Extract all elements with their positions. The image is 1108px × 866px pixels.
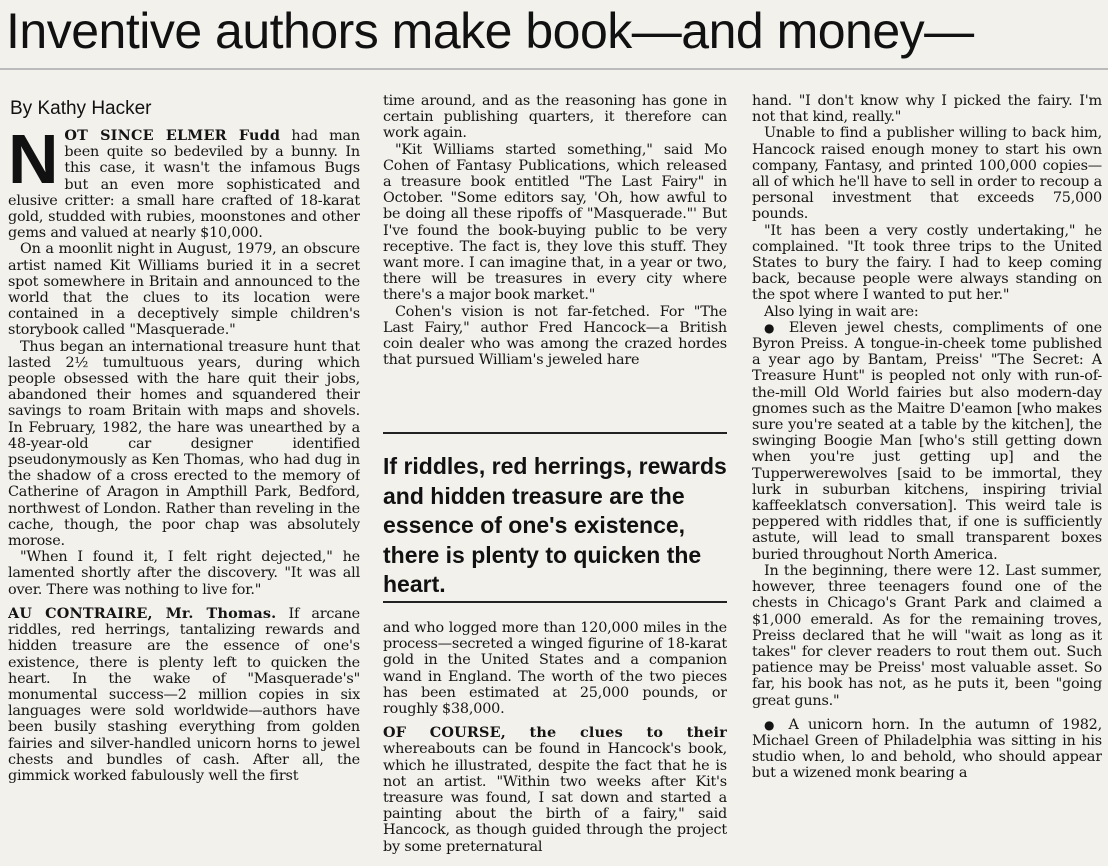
article-column-1 (8, 128, 360, 866)
paragraph-text: Eleven jewel chests, compliments of one Byron Preiss. A tongue-in-cheek tome published a year ago by Bantam, Preiss' "The Secret: A Treasure Hunt" is peopled not only with run-of-the-mill Old World fairies but also modern-day gnomes such as the Maitre D'eamon [who makes sure you're seated at a table by the kitchen], the swinging Boogie Man [who's still getting down when you're just getting up] and the Tupperwerewolves [said to be immortal, they lurk in suburban kitchens, inspiring trivial kaffeeklatsch conversation]. This weird tale is peppered with riddles that, if one is sufficiently astute, will lead to small transparent boxes buried throughout North America. (752, 319, 1102, 563)
pull-quote: If riddles, red herrings, rewards and hidden treasure are the essence of one's existence, there is plenty to quicken the heart. (383, 453, 727, 597)
paragraph-text: A unicorn horn. In the autumn of 1982, Michael Green of Philadelphia was sitting in his studio when, lo and behold, who should appear but a wizened monk bearing a (752, 716, 1102, 782)
bullet-icon: ● (764, 320, 780, 335)
paragraph: time around, and as the reasoning has gone in certain publishing quarters, it therefore can work again. (383, 93, 727, 142)
lead-text: had man been quite so bedeviled by a bunny. In this case, it wasn't the infamous Bugs but an even more sophisticated and elusive critter: a small hare crafted of 18-karat gold, studded with rubies, moonstones and other gems and valued at nearly $10,000. (8, 128, 360, 242)
byline: By Kathy Hacker (10, 98, 152, 119)
paragraph: Thus began an international treasure hunt that lasted 2½ tumultuous years, during which people obsessed with the hare quit their jobs, abandoned their homes and squandered their savings to roam Britain with maps and shovels. In February, 1982, the hare was unearthed by a 48-year-old car designer identified pseudonymously as Ken Thomas, who had dug in the shadow of a cross erected to the memory of Catherine of Aragon in Ampthill Park, Bedford, northwest of London. Rather than reveling in the cache, though, the poor chap was absolutely morose. (8, 338, 360, 550)
paragraph: Cohen's vision is not far-fetched. For "The Last Fairy," author Fred Hancock—a British coin dealer who was among the crazed hordes that pursued William's jeweled hare (383, 303, 727, 369)
paragraph: "When I found it, I felt right dejected," he lamented shortly after the discovery. "It was all over. There was nothing to live for." (8, 549, 360, 598)
lead-paragraph (8, 128, 360, 241)
drop-cap: N (8, 128, 59, 198)
headline-rule (0, 68, 1108, 70)
paragraph: "Kit Williams started something," said Mo Cohen of Fantasy Publications, which released a treasure book entitled "The Last Fairy" in October. "Some editors say, 'Oh, how awful to be doing all these ripoffs of "Masquerade."' But I've found the book-buying public to be very receptive. The fact is, they love this stuff. They want more. I can imagine that, in a year or two, there will be treasures in every city where there's a major book market." (383, 141, 727, 304)
paragraph: and who logged more than 120,000 miles in the process—secreted a winged figurine of 18-karat gold in the United States and a companion wand in England. The worth of the two pieces has been estimated at 25,000 pounds, or roughly $38,000. (383, 620, 727, 718)
bullet-icon: ● (764, 717, 780, 732)
subhead-paragraph (8, 606, 360, 784)
subhead-caps: OF COURSE, the clues to their (383, 724, 727, 742)
article-column-2-bottom (383, 620, 727, 866)
paragraph-text: If arcane riddles, red herrings, tantalizing rewards and hidden treasure are the essence of one's existence, there is plenty left to quicken the heart. In the wake of "Masquerade's" monumental success—2 million copies in six languages were sold worldwide—authors have been busily stashing everything from golden fairies and silver-handled unicorn horns to jewel chests and bundles of cash. After all, the gimmick worked fabulously well the first (8, 605, 360, 784)
headline: Inventive authors make book—and money— (6, 3, 974, 59)
paragraph: Unable to find a publisher willing to back him, Hancock raised enough money to start his own company, Fantasy, and printed 100,000 copies—all of which he'll have to sell in order to recoup a personal investment that exceeds 75,000 pounds. (752, 125, 1102, 223)
bullet-paragraph (752, 717, 1102, 782)
article-column-3 (752, 93, 1102, 866)
paragraph: On a moonlit night in August, 1979, an obscure artist named Kit Williams buried it in a secret spot somewhere in Britain and announced to the world that the clues to its location were contained in a deceptively simple children's storybook called "Masquerade." (8, 241, 360, 339)
subhead-caps: AU CONTRAIRE, Mr. Thomas. (8, 604, 277, 622)
paragraph: In the beginning, there were 12. Last summer, however, three teenagers found one of the chests in Chicago's Grant Park and claimed a $1,000 emerald. As for the remaining troves, Preiss declared that he will "wait as long as it takes" for clever readers to rout them out. Such patience may be Preiss' most valuable asset. So far, his book has not, as he puts it, been "going great guns." (752, 562, 1102, 709)
pull-quote-rule-top (383, 432, 727, 434)
subhead-paragraph (383, 725, 727, 855)
bullet-paragraph (752, 320, 1102, 563)
paragraph: "It has been a very costly undertaking," he complained. "It took three trips to the United States to bury the fairy. I had to keep coming back, because people were always standing on the spot where I wanted to put her." (752, 222, 1102, 304)
lead-caps: OT SINCE ELMER Fudd (64, 128, 281, 144)
pull-quote-rule-bottom (383, 601, 727, 603)
paragraph-text: whereabouts can be found in Hancock's book, which he illustrated, despite the fact that he is not an artist. "Within two weeks after Kit's treasure was found, I sat down and started a painting about the birth of a fairy," said Hancock, as though guided through the project by some preternatural (383, 741, 727, 855)
paragraph: Also lying in wait are: (764, 303, 919, 320)
article-column-2-top (383, 93, 727, 403)
paragraph: hand. "I don't know why I picked the fairy. I'm not that kind, really." (752, 93, 1102, 126)
